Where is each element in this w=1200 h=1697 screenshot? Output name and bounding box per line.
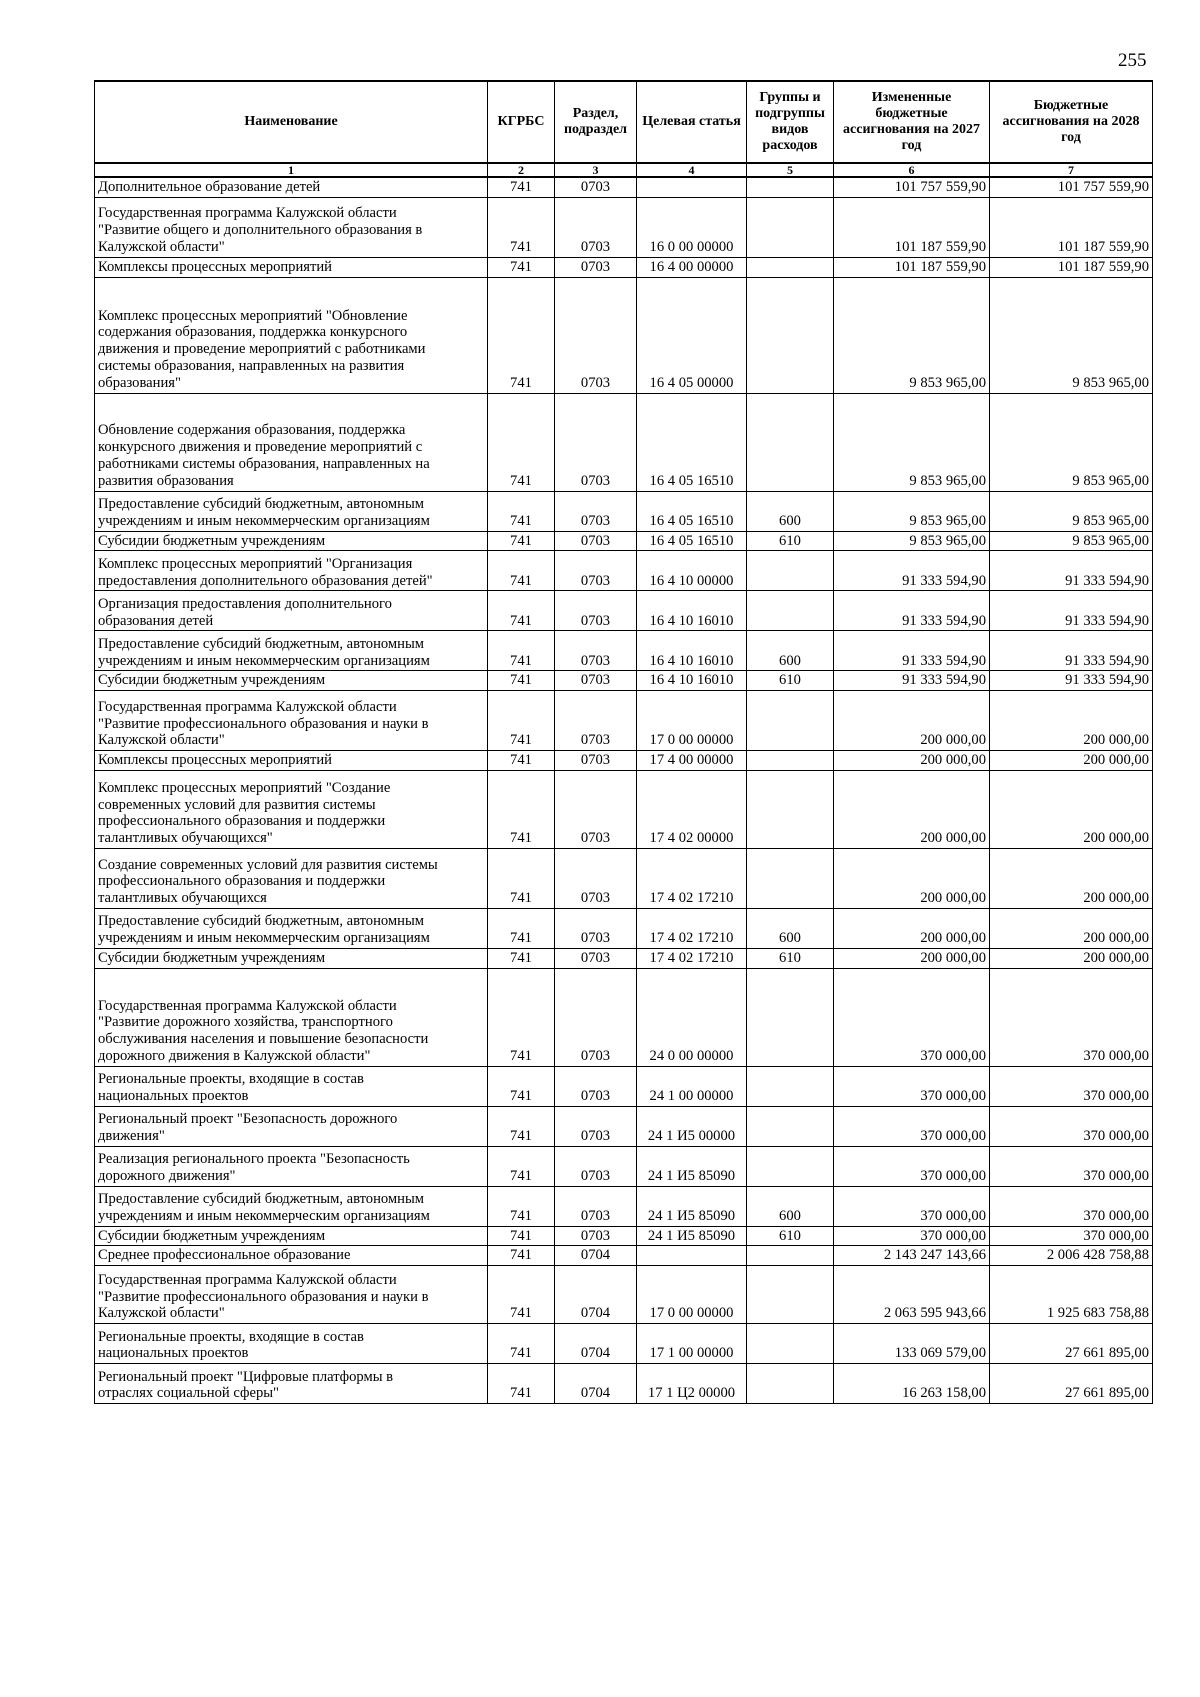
cell-razdel: 0703: [555, 551, 637, 591]
cell-vid: 600: [747, 491, 834, 531]
cell-kgrbs: 741: [488, 1106, 555, 1146]
cell-y2028: 370 000,00: [990, 1226, 1153, 1246]
cell-kgrbs: 741: [488, 848, 555, 908]
table-row: [95, 1146, 1153, 1186]
cell-razdel: 0703: [555, 1146, 637, 1186]
cell-y2027: 200 000,00: [834, 770, 990, 848]
table-row: [95, 531, 1153, 551]
cell-name: Государственная программа Калужской области "Развитие общего и дополнительного образования в Калужской области": [95, 197, 488, 257]
cell-razdel: 0703: [555, 770, 637, 848]
cell-name: Государственная программа Калужской области "Развитие профессионального образования и науки в Калужской области": [95, 1266, 488, 1324]
cell-name: Комплекс процессных мероприятий "Создание современных условий для развития системы профессионального образования и поддержки талантливых обучающихся": [95, 770, 488, 848]
cell-target: 17 1 00 00000: [637, 1324, 747, 1364]
table-row: [95, 1066, 1153, 1106]
table-row: [95, 177, 1153, 197]
cell-target: 16 4 10 16010: [637, 591, 747, 631]
cell-target: 16 4 05 16510: [637, 531, 747, 551]
cell-y2027: 200 000,00: [834, 848, 990, 908]
cell-y2028: 91 333 594,90: [990, 591, 1153, 631]
cell-vid: [747, 1246, 834, 1266]
cell-razdel: 0703: [555, 1066, 637, 1106]
cell-y2028: 101 187 559,90: [990, 257, 1153, 277]
cell-name: Региональные проекты, входящие в состав национальных проектов: [95, 1324, 488, 1364]
column-number: 4: [637, 163, 747, 177]
table-row: [95, 491, 1153, 531]
cell-name: Комплексы процессных мероприятий: [95, 257, 488, 277]
cell-y2028: 27 661 895,00: [990, 1364, 1153, 1404]
cell-y2027: 370 000,00: [834, 1066, 990, 1106]
cell-vid: [747, 591, 834, 631]
cell-name: Предоставление субсидий бюджетным, автономным учреждениям и иным некоммерческим организациям: [95, 908, 488, 948]
cell-razdel: 0703: [555, 491, 637, 531]
cell-y2027: 9 853 965,00: [834, 491, 990, 531]
cell-y2027: 200 000,00: [834, 948, 990, 968]
cell-razdel: 0703: [555, 968, 637, 1066]
table-row: [95, 591, 1153, 631]
cell-target: 16 4 05 16510: [637, 393, 747, 491]
table-row: [95, 968, 1153, 1066]
table-row: [95, 691, 1153, 751]
cell-kgrbs: 741: [488, 948, 555, 968]
cell-vid: [747, 177, 834, 197]
cell-kgrbs: 741: [488, 671, 555, 691]
cell-target: 24 1 00 00000: [637, 1066, 747, 1106]
header-y2027: Измененные бюджетные ассигнования на 2027 год: [834, 81, 990, 163]
cell-y2027: 91 333 594,90: [834, 671, 990, 691]
cell-name: Предоставление субсидий бюджетным, автономным учреждениям и иным некоммерческим организациям: [95, 1186, 488, 1226]
cell-target: 16 4 05 00000: [637, 277, 747, 393]
cell-kgrbs: 741: [488, 1246, 555, 1266]
cell-target: 17 0 00 00000: [637, 691, 747, 751]
table-row: [95, 1364, 1153, 1404]
cell-razdel: 0703: [555, 1226, 637, 1246]
cell-name: Комплекс процессных мероприятий "Обновление содержания образования, поддержка конкурсного движения и проведение мероприятий с работниками системы образования, направленных на развития образования": [95, 277, 488, 393]
cell-vid: 600: [747, 631, 834, 671]
cell-target: 24 1 И5 85090: [637, 1146, 747, 1186]
cell-y2028: 370 000,00: [990, 1066, 1153, 1106]
table-row: [95, 848, 1153, 908]
cell-vid: 610: [747, 671, 834, 691]
cell-kgrbs: 741: [488, 551, 555, 591]
cell-razdel: 0704: [555, 1364, 637, 1404]
cell-vid: [747, 257, 834, 277]
table-row: [95, 631, 1153, 671]
cell-kgrbs: 741: [488, 751, 555, 771]
cell-y2028: 91 333 594,90: [990, 551, 1153, 591]
header-kgrbs: КГРБС: [488, 81, 555, 163]
cell-vid: [747, 1106, 834, 1146]
table-row: [95, 1324, 1153, 1364]
cell-vid: [747, 1364, 834, 1404]
column-number: 2: [488, 163, 555, 177]
cell-y2027: 370 000,00: [834, 1186, 990, 1226]
cell-y2028: 91 333 594,90: [990, 671, 1153, 691]
header-razdel: Раздел, подраздел: [555, 81, 637, 163]
cell-target: 17 4 00 00000: [637, 751, 747, 771]
cell-name: Региональные проекты, входящие в состав национальных проектов: [95, 1066, 488, 1106]
cell-kgrbs: 741: [488, 691, 555, 751]
cell-target: 16 4 10 16010: [637, 671, 747, 691]
cell-y2028: 101 757 559,90: [990, 177, 1153, 197]
cell-y2028: 370 000,00: [990, 968, 1153, 1066]
cell-vid: [747, 1066, 834, 1106]
cell-target: 24 1 И5 00000: [637, 1106, 747, 1146]
column-number: 1: [95, 163, 488, 177]
cell-vid: [747, 1266, 834, 1324]
cell-name: Среднее профессиональное образование: [95, 1246, 488, 1266]
cell-y2027: 9 853 965,00: [834, 393, 990, 491]
table-row: [95, 948, 1153, 968]
cell-razdel: 0703: [555, 1106, 637, 1146]
column-number-row: [95, 163, 1153, 177]
page-number: 255: [1118, 50, 1147, 71]
cell-kgrbs: 741: [488, 1186, 555, 1226]
cell-y2028: 2 006 428 758,88: [990, 1246, 1153, 1266]
cell-y2028: 370 000,00: [990, 1186, 1153, 1226]
table-row: [95, 1246, 1153, 1266]
cell-y2028: 9 853 965,00: [990, 393, 1153, 491]
cell-y2027: 200 000,00: [834, 751, 990, 771]
cell-y2027: 2 063 595 943,66: [834, 1266, 990, 1324]
cell-kgrbs: 741: [488, 393, 555, 491]
table-row: [95, 551, 1153, 591]
cell-razdel: 0703: [555, 671, 637, 691]
header-target: Целевая статья: [637, 81, 747, 163]
cell-kgrbs: 741: [488, 277, 555, 393]
cell-y2027: 200 000,00: [834, 691, 990, 751]
cell-kgrbs: 741: [488, 1226, 555, 1246]
cell-target: 24 0 00 00000: [637, 968, 747, 1066]
cell-y2028: 200 000,00: [990, 848, 1153, 908]
cell-y2027: 16 263 158,00: [834, 1364, 990, 1404]
cell-y2028: 1 925 683 758,88: [990, 1266, 1153, 1324]
cell-razdel: 0704: [555, 1324, 637, 1364]
cell-y2028: 9 853 965,00: [990, 531, 1153, 551]
table-row: [95, 770, 1153, 848]
cell-razdel: 0703: [555, 948, 637, 968]
table-row: [95, 751, 1153, 771]
cell-vid: [747, 277, 834, 393]
table-row: [95, 908, 1153, 948]
cell-y2028: 200 000,00: [990, 948, 1153, 968]
table-row: [95, 671, 1153, 691]
cell-name: Субсидии бюджетным учреждениям: [95, 1226, 488, 1246]
cell-vid: [747, 770, 834, 848]
cell-razdel: 0704: [555, 1266, 637, 1324]
cell-vid: [747, 751, 834, 771]
cell-y2027: 91 333 594,90: [834, 591, 990, 631]
cell-target: 24 1 И5 85090: [637, 1186, 747, 1226]
table-body: [95, 177, 1153, 1404]
cell-y2028: 200 000,00: [990, 691, 1153, 751]
cell-kgrbs: 741: [488, 1146, 555, 1186]
cell-name: Предоставление субсидий бюджетным, автономным учреждениям и иным некоммерческим организациям: [95, 491, 488, 531]
cell-razdel: 0703: [555, 197, 637, 257]
cell-kgrbs: 741: [488, 257, 555, 277]
cell-y2028: 200 000,00: [990, 908, 1153, 948]
cell-name: Дополнительное образование детей: [95, 177, 488, 197]
cell-y2028: 370 000,00: [990, 1106, 1153, 1146]
cell-vid: 610: [747, 948, 834, 968]
header-groups: Группы и подгруппы видов расходов: [747, 81, 834, 163]
cell-y2027: 200 000,00: [834, 908, 990, 948]
cell-name: Государственная программа Калужской области "Развитие дорожного хозяйства, транспортного обслуживания населения и повышение безопасности дорожного движения в Калужской области": [95, 968, 488, 1066]
cell-y2027: 370 000,00: [834, 1146, 990, 1186]
cell-vid: [747, 197, 834, 257]
cell-kgrbs: 741: [488, 770, 555, 848]
cell-y2027: 101 757 559,90: [834, 177, 990, 197]
cell-name: Субсидии бюджетным учреждениям: [95, 531, 488, 551]
cell-razdel: 0704: [555, 1246, 637, 1266]
cell-name: Региональный проект "Цифровые платформы в отраслях социальной сферы": [95, 1364, 488, 1404]
cell-target: 16 0 00 00000: [637, 197, 747, 257]
cell-target: 17 4 02 17210: [637, 848, 747, 908]
cell-kgrbs: 741: [488, 531, 555, 551]
cell-target: 17 4 02 00000: [637, 770, 747, 848]
cell-name: Предоставление субсидий бюджетным, автономным учреждениям и иным некоммерческим организациям: [95, 631, 488, 671]
table-row: [95, 197, 1153, 257]
cell-kgrbs: 741: [488, 968, 555, 1066]
cell-y2028: 91 333 594,90: [990, 631, 1153, 671]
column-number: 3: [555, 163, 637, 177]
cell-name: Государственная программа Калужской области "Развитие профессионального образования и науки в Калужской области": [95, 691, 488, 751]
table-row: [95, 1226, 1153, 1246]
cell-name: Субсидии бюджетным учреждениям: [95, 948, 488, 968]
cell-name: Реализация регионального проекта "Безопасность дорожного движения": [95, 1146, 488, 1186]
cell-razdel: 0703: [555, 277, 637, 393]
column-number: 7: [990, 163, 1153, 177]
table-header-row: [95, 81, 1153, 163]
table-row: [95, 1186, 1153, 1226]
cell-name: Региональный проект "Безопасность дорожного движения": [95, 1106, 488, 1146]
cell-kgrbs: 741: [488, 1324, 555, 1364]
cell-y2027: 91 333 594,90: [834, 631, 990, 671]
cell-name: Комплексы процессных мероприятий: [95, 751, 488, 771]
column-number: 5: [747, 163, 834, 177]
table-row: [95, 277, 1153, 393]
budget-table: [94, 80, 1153, 1404]
cell-y2028: 200 000,00: [990, 770, 1153, 848]
cell-kgrbs: 741: [488, 1066, 555, 1106]
cell-target: 16 4 00 00000: [637, 257, 747, 277]
cell-y2027: 101 187 559,90: [834, 197, 990, 257]
column-number: 6: [834, 163, 990, 177]
cell-y2027: 9 853 965,00: [834, 277, 990, 393]
cell-kgrbs: 741: [488, 491, 555, 531]
cell-name: Комплекс процессных мероприятий "Организация предоставления дополнительного образования детей": [95, 551, 488, 591]
cell-razdel: 0703: [555, 1186, 637, 1226]
cell-razdel: 0703: [555, 177, 637, 197]
cell-razdel: 0703: [555, 393, 637, 491]
cell-y2028: 9 853 965,00: [990, 277, 1153, 393]
cell-razdel: 0703: [555, 908, 637, 948]
cell-razdel: 0703: [555, 591, 637, 631]
cell-y2028: 27 661 895,00: [990, 1324, 1153, 1364]
cell-razdel: 0703: [555, 531, 637, 551]
cell-target: 17 0 00 00000: [637, 1266, 747, 1324]
cell-y2027: 370 000,00: [834, 1106, 990, 1146]
cell-vid: [747, 551, 834, 591]
table-row: [95, 1266, 1153, 1324]
cell-kgrbs: 741: [488, 1364, 555, 1404]
cell-y2028: 370 000,00: [990, 1146, 1153, 1186]
cell-target: 17 1 Ц2 00000: [637, 1364, 747, 1404]
cell-razdel: 0703: [555, 691, 637, 751]
cell-y2028: 9 853 965,00: [990, 491, 1153, 531]
cell-name: Обновление содержания образования, поддержка конкурсного движения и проведение мероприятий с работниками системы образования, направленных на развития образования: [95, 393, 488, 491]
table-row: [95, 257, 1153, 277]
cell-name: Организация предоставления дополнительного образования детей: [95, 591, 488, 631]
cell-y2027: 91 333 594,90: [834, 551, 990, 591]
cell-vid: [747, 1324, 834, 1364]
cell-vid: [747, 393, 834, 491]
cell-target: 24 1 И5 85090: [637, 1226, 747, 1246]
cell-kgrbs: 741: [488, 631, 555, 671]
cell-razdel: 0703: [555, 257, 637, 277]
cell-vid: 600: [747, 1186, 834, 1226]
cell-y2027: 370 000,00: [834, 968, 990, 1066]
header-y2028: Бюджетные ассигнования на 2028 год: [990, 81, 1153, 163]
cell-vid: [747, 848, 834, 908]
cell-y2027: 101 187 559,90: [834, 257, 990, 277]
cell-target: 16 4 10 00000: [637, 551, 747, 591]
cell-target: 17 4 02 17210: [637, 948, 747, 968]
cell-vid: 610: [747, 531, 834, 551]
cell-vid: 610: [747, 1226, 834, 1246]
cell-y2027: 133 069 579,00: [834, 1324, 990, 1364]
cell-target: 17 4 02 17210: [637, 908, 747, 948]
cell-y2028: 200 000,00: [990, 751, 1153, 771]
cell-name: Субсидии бюджетным учреждениям: [95, 671, 488, 691]
cell-y2028: 101 187 559,90: [990, 197, 1153, 257]
header-name: Наименование: [95, 81, 488, 163]
cell-target: 16 4 05 16510: [637, 491, 747, 531]
cell-vid: 600: [747, 908, 834, 948]
cell-kgrbs: 741: [488, 197, 555, 257]
cell-vid: [747, 968, 834, 1066]
cell-razdel: 0703: [555, 848, 637, 908]
cell-y2027: 2 143 247 143,66: [834, 1246, 990, 1266]
cell-kgrbs: 741: [488, 591, 555, 631]
cell-razdel: 0703: [555, 751, 637, 771]
cell-vid: [747, 691, 834, 751]
cell-target: [637, 177, 747, 197]
cell-y2027: 9 853 965,00: [834, 531, 990, 551]
cell-kgrbs: 741: [488, 1266, 555, 1324]
table-row: [95, 1106, 1153, 1146]
cell-y2027: 370 000,00: [834, 1226, 990, 1246]
table-row: [95, 393, 1153, 491]
cell-razdel: 0703: [555, 631, 637, 671]
cell-target: [637, 1246, 747, 1266]
cell-kgrbs: 741: [488, 177, 555, 197]
cell-name: Создание современных условий для развития системы профессионального образования и поддержки талантливых обучающихся: [95, 848, 488, 908]
cell-target: 16 4 10 16010: [637, 631, 747, 671]
cell-kgrbs: 741: [488, 908, 555, 948]
cell-vid: [747, 1146, 834, 1186]
